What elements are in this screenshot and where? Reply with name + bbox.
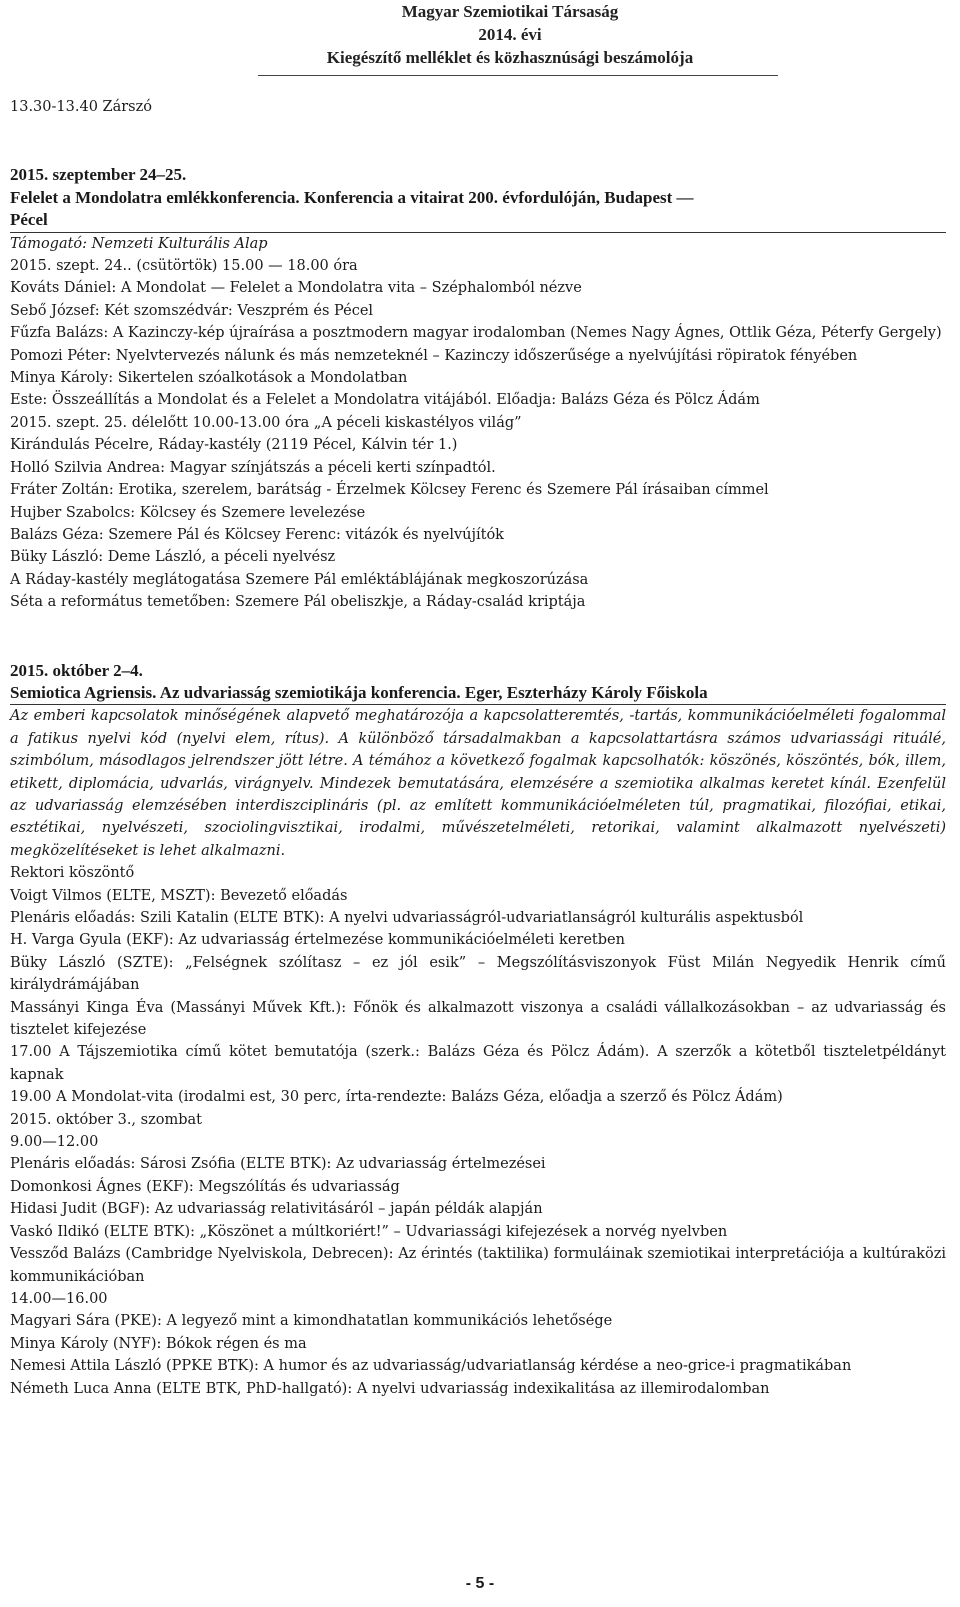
program-line: 9.00—12.00 (10, 1134, 99, 1151)
program-line: Domonkosi Ágnes (EKF): Megszólítás és udvariasság (10, 1178, 400, 1195)
conf2-title: Semiotica Agriensis. Az udvariasság szemiotikája konferencia. Eger, Eszterházy Károly Főiskola (10, 682, 946, 705)
conf1-title-line2: Pécel (10, 209, 946, 232)
program-line: Plenáris előadás: Szili Katalin (ELTE BTK): A nyelvi udvariasságról-udvariatlanságról kulturális aspektusból (10, 910, 804, 926)
program-line: Magyari Sára (PKE): A legyező mint a kimondhatatlan kommunikációs lehetősége (10, 1313, 613, 1330)
header-report-title: Kiegészítő melléklet és közhasznúsági beszámolója (326, 48, 694, 67)
page-number: - 5 - (465, 1575, 495, 1592)
program-line: Minya Károly (NYF): Bókok régen és ma (10, 1335, 307, 1352)
closing-item: 13.30-13.40 Zárszó (10, 99, 152, 115)
program-line: Nemesi Attila László (PPKE BTK): A humor és az udvariasság/udvariatlanság kérdése a neo-grice-i pragmatikában (10, 1358, 852, 1375)
program-line: 2015. szept. 24.. (csütörtök) 15.00 — 18.00 óra (10, 258, 358, 275)
program-line: Este: Összeállítás a Mondolat és a Felelet a Mondolatra vitájából. Előadja: Balázs Géza és Pölcz Ádám (10, 392, 760, 409)
program-line: 19.00 A Mondolat-vita (irodalmi est, 30 perc, írta-rendezte: Balázs Géza, előadja a szerző és Pölcz Ádám) (10, 1089, 783, 1106)
program-line: Rektori köszöntő (10, 865, 135, 882)
conf1-date: 2015. szeptember 24–25. (10, 165, 187, 185)
conf1-title-line1: Felelet a Mondolatra emlékkonferencia. Konferencia a vitairat 200. évfordulóján, Budapest — (10, 187, 694, 207)
program-line: Fűzfa Balázs: A Kazinczy-kép újraírása a posztmodern magyar irodalomban (Nemes Nagy Ágnes, Ottlik Géza, Péterfy Gergely) (10, 325, 942, 342)
program-line: Holló Szilvia Andrea: Magyar színjátszás a péceli kerti színpadtól. (10, 459, 496, 476)
program-line: Minya Károly: Sikertelen szóalkotások a Mondolatban (10, 370, 408, 387)
program-line: Kirándulás Pécelre, Ráday-kastély (2119 Pécel, Kálvin tér 1.) (10, 437, 458, 454)
program-line: Massányi Kinga Éva (Massányi Művek Kft.): Főnök és alkalmazott viszonya a családi vállalkozásokban – az udvariasság és tisztelet kifejezése (10, 999, 946, 1039)
header-organization: Magyar Szemiotikai Társaság (401, 2, 619, 21)
program-line: Fráter Zoltán: Erotika, szerelem, barátság - Érzelmek Kölcsey Ferenc és Szemere Pál írásaiban címmel (10, 482, 769, 499)
main-content (10, 96, 946, 1400)
conf2-abstract: Az emberi kapcsolatok minőségének alapvető meghatározója a kapcsolatteremtés, -tartás, kommunikációelméleti fogalommal a fatikus nyelvi kód (nyelvi elem, rítus). A különböző társadalmakban a kapcsolattartásra számos udvariassági rituálé, szimbólum, másodlagos jelrendszer jött létre. A témához a következő fogalmak kapcsolhatók: köszönés, köszöntés, bók, illem, etikett, diplomácia, udvarlás, virágnyelv. Mindezek bemutatására, elemzésére a szemiotika alkalmas keretet kínál. Ezenfelül az udvariasság elemzésében interdiszciplináris (pl. az említett kommunikációelméleten túl, pragmatikai, filozófiai, etikai, esztétikai, nyelvészeti, szociolingvisztikai, irodalmi, művészetelméleti, retorikai, valamint alkalmazott nyelvészeti) megközelítéseket is lehet alkalmazni. (10, 708, 946, 859)
conf1-program (10, 255, 946, 614)
program-line: Vessződ Balázs (Cambridge Nyelviskola, Debrecen): Az érintés (taktilika) formuláinak szemiotikai interpretációja a kultúraközi kommunikációban (10, 1246, 946, 1285)
program-line: Büky László (SZTE): „Felségnek szólítasz – ez jól esik” – Megszólításviszonyok Füst Milán Negyedik Henrik című királydrámájában (10, 954, 946, 994)
program-line: A Ráday-kastély meglátogatása Szemere Pál emléktáblájának megkoszorúzása (10, 571, 589, 588)
header-rule (258, 75, 778, 76)
conf2-date: 2015. október 2–4. (10, 660, 143, 680)
program-line: Séta a református temetőben: Szemere Pál obeliszkje, a Ráday-család kriptája (10, 594, 586, 611)
program-line: Kováts Dániel: A Mondolat — Felelet a Mondolatra vita – Széphalomból nézve (10, 280, 582, 297)
conf1-sponsor: Támogató: Nemzeti Kulturális Alap (10, 235, 268, 252)
conf2-program (10, 862, 946, 1400)
header-year: 2014. évi (478, 25, 542, 44)
spacer (10, 614, 946, 660)
program-line: Pomozi Péter: Nyelvtervezés nálunk és más nemzeteknél – Kazinczy időszerűsége a nyelvújítási röpiratok fényében (10, 347, 858, 364)
program-line: 17.00 A Tájszemiotika című kötet bemutatója (szerk.: Balázs Géza és Pölcz Ádám). A szerzők a kötetből tiszteletpéldányt kapnak (10, 1044, 946, 1083)
program-line: 2015. október 3., szombat (10, 1111, 202, 1128)
program-line: Hidasi Judit (BGF): Az udvariasság relativitásáról – japán példák alapján (10, 1201, 543, 1218)
program-line: Voigt Vilmos (ELTE, MSZT): Bevezető előadás (10, 887, 348, 904)
program-line: H. Varga Gyula (EKF): Az udvariasság értelmezése kommunikációelméleti keretben (10, 932, 625, 949)
program-line: 2015. szept. 25. délelőtt 10.00-13.00 óra „A péceli kiskastélyos világ” (10, 414, 522, 431)
program-line: Büky László: Deme László, a péceli nyelvész (10, 549, 336, 566)
running-header (250, 0, 770, 69)
program-line: Hujber Szabolcs: Kölcsey és Szemere levelezése (10, 504, 366, 521)
program-line: Vaskó Ildikó (ELTE BTK): „Köszönet a múltkoriért!” – Udvariassági kifejezések a norvég nyelvben (10, 1223, 728, 1240)
spacer (10, 118, 946, 164)
program-line: Balázs Géza: Szemere Pál és Kölcsey Ferenc: vitázók és nyelvújítók (10, 526, 504, 543)
program-line: Sebő József: Két szomszédvár: Veszprém és Pécel (10, 302, 374, 319)
program-line: Németh Luca Anna (ELTE BTK, PhD-hallgató): A nyelvi udvariasság indexikalitása az illemirodalomban (10, 1380, 770, 1397)
program-line: Plenáris előadás: Sárosi Zsófia (ELTE BTK): Az udvariasság értelmezései (10, 1156, 546, 1173)
program-line: 14.00—16.00 (10, 1290, 108, 1307)
